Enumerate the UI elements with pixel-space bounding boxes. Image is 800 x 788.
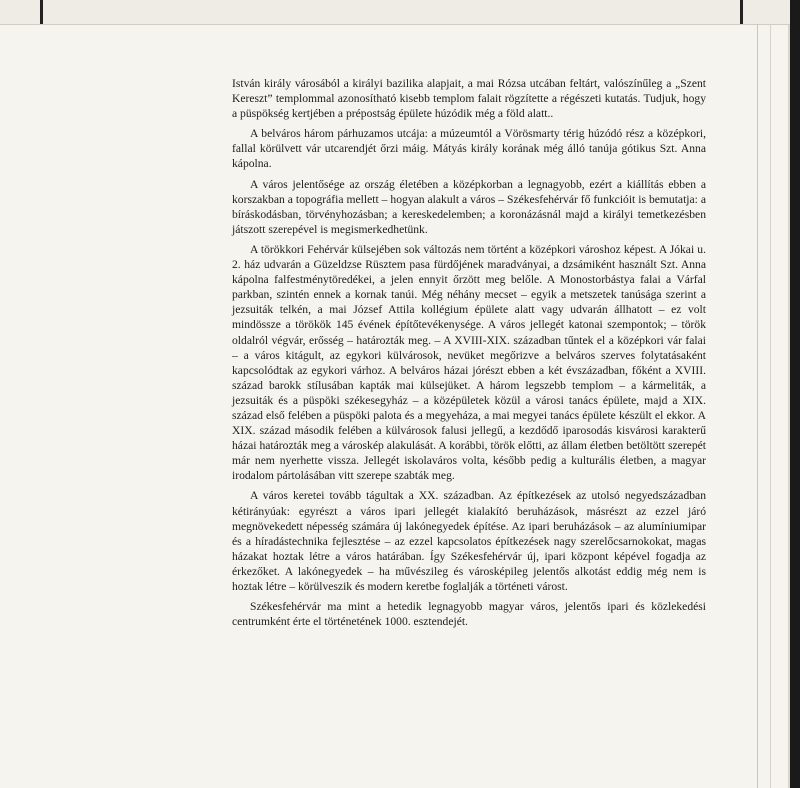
paragraph: István király városából a királyi bazilika alapjait, a mai Rózsa utcában feltárt, valószínűleg a „Szent Kereszt” templommal azonosítható kisebb templom falait rögzítette a régészeti kutatás. Tudjuk, hogy a püspökség kertjében a prépostság épülete húzódik még a föld alatt.. <box>232 77 706 121</box>
page-right-edge <box>757 24 758 788</box>
paragraph: Székesfehérvár ma mint a hetedik legnagyobb magyar város, jelentős ipari és közlekedési centrumként érte el történetének 1000. esztendejét. <box>232 600 706 629</box>
page-top-edge <box>0 0 790 25</box>
paragraph: A törökkori Fehérvár külsejében sok változás nem történt a középkori városhoz képest. A Jókai u. 2. ház udvarán a Güzeldzse Rüsztem pasa fürdőjének maradványai, a dzsámiként használt Szt. Anna kápolna falfestménytöredékei, a jelen ennyit őrzött meg belőle. A Monostorbástya falai a Várfal parkban, szintén ennek a kornak tanúi. Még néhány mecset – egyik a metszetek tanúsága szerint a jezsuiták telkén, a mai József Attila kollégium épülete alatt vagy udvarán állhatott – ez volt mindössze a törökök 145 évének építőtevékenysége. A város jellegét katonai szempontok; – török oldalról végvár, erősség – határozták meg. – A XVIII-XIX. században tűntek el a középkori vár falai – a város kitágult, az egykori külvárosok, nevüket megőrizve a belváros szerves folytatásaként kapcsolódtak az egykori várhoz. A belváros házai jórészt ebben a két évszázadban, főként a XVIII. század barokk stílusában kapták mai külsejüket. A három legszebb templom – a kármeliták, a jezsuiták és a püspöki székesegyház – a középületek közül a városi tanács épülete, majd a XIX. század első felében a püspöki palota és a megyeháza, a mai megyei tanács épülete készült el ekkor. A XIX. század második felében a külvárosok falusi jellegű, a kezdődő iparosodás kisvárosi karakterű házai határozták meg a városkép alakulását. A korábbi, török előtti, az állam életben betöltött szerepét már nem nyerhette vissza. Jellegét iskolaváros volta, később pedig a kulturális életben, a magyar irodalom pártolásában vitt szerepe szabták meg. <box>232 242 706 483</box>
page-right-edge-outer <box>770 24 771 788</box>
paragraph: A belváros három párhuzamos utcája: a múzeumtól a Vörösmarty térig húzódó rész a középkori, fallal körülvett vár utcarendjét őrzi máig. Mátyás király korának még álló tanúja gótikus Szt. Anna kápolna. <box>232 127 706 171</box>
paragraph: A város keretei tovább tágultak a XX. században. Az építkezések az utolsó negyedszázadban kétirányúak: egyrészt a város ipari jellegét kialakító beruházások, másrészt az ezzel járó megnövekedett népesség számára új lakónegyedek építése. Az ipari beruházások – az alumíniumipar és a híradástechnika fejlesztése – az ezzel kapcsolatos építkezések nagy szerelőcsarnokokat, magas házakat hoztak létre a város határában. Így Székesfehérvár új, ipari központ képével fogadja az érkezőket. A lakónegyedek – ha művészileg és városképileg jelentős alkotást eddig még nem is hoztak létre – körülveszik és modern keretbe foglalják a történeti várost. <box>232 489 706 593</box>
paragraph: A város jelentősége az ország életében a középkorban a legnagyobb, ezért a kiállítás ebben a korszakban a topográfia mellett – hogyan alakult a város – Székesfehérvár fő funkcióit is bemutatja: a bíráskodásban, törvényhozásban; a kereskedelemben; a koronázásnál majd a királyi temetkezésben játszott szerepével is megismerkedhetünk. <box>232 177 706 236</box>
body-text <box>232 76 706 634</box>
